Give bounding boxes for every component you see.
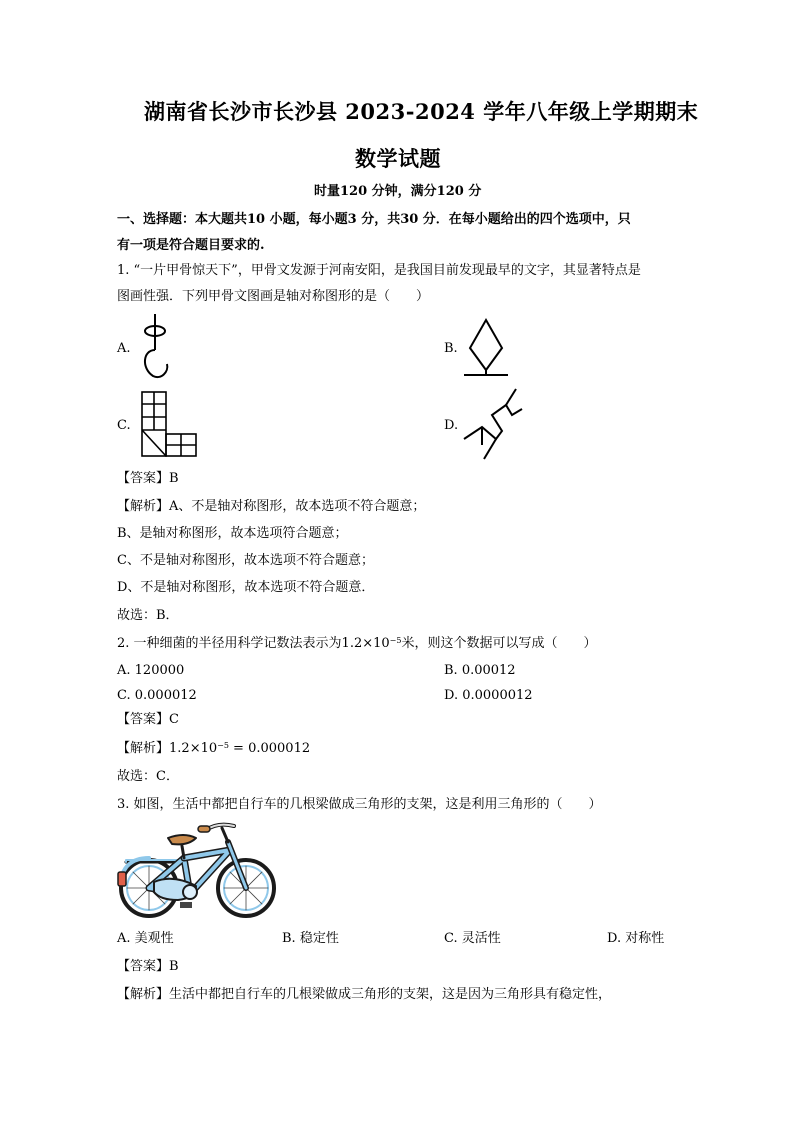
q1-conclusion: 故选：B． (117, 608, 179, 623)
q2-analysis-math: 1.2×10 (169, 741, 218, 756)
section-heading-cont: 有一项是符合题目要求的. (117, 238, 265, 253)
q3-answer: 【答案】B (117, 959, 179, 974)
oracle-glyph-d-icon (462, 387, 526, 463)
q2-stem-exponent: −5 (389, 636, 402, 645)
q3-option-c: C. 灵活性 (444, 931, 501, 946)
q1-analysis-line3: C、不是轴对称图形，故本选项不符合题意； (117, 553, 374, 568)
page-subtitle: 数学试题 (355, 146, 441, 171)
q2-conclusion: 故选：C． (117, 769, 179, 784)
q2-analysis (117, 740, 310, 758)
q2-option-d: D. 0.0000012 (444, 688, 533, 703)
q1-stem: 1. “一片甲骨惊天下”，甲骨文发源于河南安阳，是我国目前发现最早的文字，其显著特点是 (117, 263, 641, 278)
oracle-glyph-a-icon (137, 314, 177, 382)
oracle-glyph-c-icon (140, 390, 200, 460)
q3-option-a: A. 美观性 (117, 931, 174, 946)
q2-stem (117, 635, 596, 653)
q2-option-b: B. 0.00012 (444, 663, 516, 678)
q2-analysis-post: = 0.000012 (228, 741, 311, 756)
q1-analysis-line1: 【解析】A、不是轴对称图形，故本选项不符合题意； (117, 499, 426, 514)
q2-stem-math: 1.2×10 (341, 636, 390, 651)
q2-stem-pre: 2. 一种细菌的半径用科学记数法表示为 (117, 636, 342, 651)
q1-answer: 【答案】B (117, 471, 179, 486)
q1-analysis-line2: B、是轴对称图形，故本选项符合题意； (117, 526, 348, 541)
oracle-glyph-b-icon (462, 318, 510, 378)
q1-option-b-label: B. (444, 341, 458, 356)
q1-analysis-line4: D、不是轴对称图形，故本选项不符合题意． (117, 580, 375, 595)
section-heading: 一、选择题：本大题共10 小题，每小题3 分，共30 分．在每小题给出的四个选项中，只 (117, 212, 631, 227)
q1-option-d-label: D. (444, 418, 459, 433)
q3-option-b: B. 稳定性 (282, 931, 339, 946)
q3-option-d: D. 对称性 (607, 931, 665, 946)
bicycle-illustration-icon (118, 820, 282, 922)
q3-analysis: 【解析】生活中都把自行车的几根梁做成三角形的支架，这是因为三角形具有稳定性， (117, 987, 612, 1002)
q2-analysis-exponent: −5 (217, 741, 229, 750)
q2-option-a: A. 120000 (117, 663, 185, 678)
q2-stem-post: 米，则这个数据可以写成（ ） (401, 636, 597, 651)
q1-option-c-label: C. (117, 418, 131, 433)
exam-meta: 时量120 分钟，满分120 分 (314, 184, 482, 199)
q2-answer: 【答案】C (117, 712, 179, 727)
q1-stem-cont: 图画性强．下列甲骨文图画是轴对称图形的是（ ） (117, 289, 430, 304)
q3-stem: 3. 如图，生活中都把自行车的几根梁做成三角形的支架，这是利用三角形的（ ） (117, 797, 602, 812)
q2-analysis-pre: 【解析】 (117, 741, 170, 756)
page-title: 湖南省长沙市长沙县 2023-2024 学年八年级上学期期末 (144, 99, 699, 124)
q1-option-a-label: A. (117, 341, 131, 356)
q2-option-c: C. 0.000012 (117, 688, 197, 703)
